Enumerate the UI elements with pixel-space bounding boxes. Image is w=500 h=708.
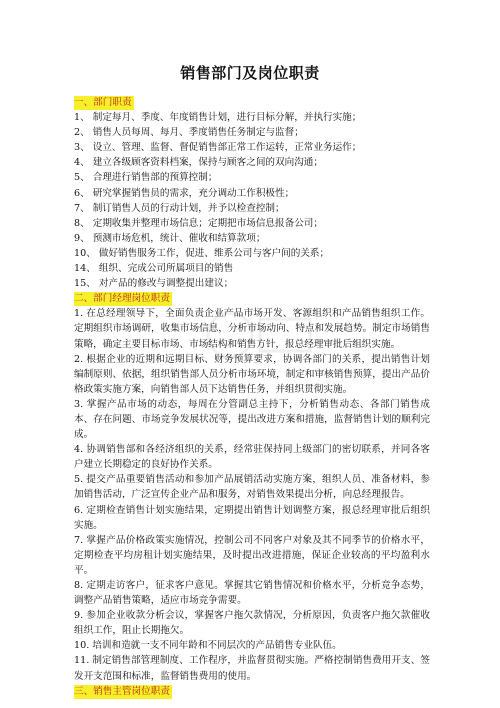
section-heading-supervisor-duties [74,684,430,699]
duty-paragraph: 9. 参加企业收款分析会议，掌握客户拖欠款情况，分析原因，负责客户拖欠款催收组织工作，阻止长期拖欠。 [74,610,430,637]
section-heading-dept-duties [74,95,430,110]
duty-paragraph: 3. 掌握产品市场的动态，每周在分管副总主持下，分析销售动态、各部门销售成本、存在问题、市场竞争发展状况等，提出改进方案和措施，监督销售计划的顺利完成。 [74,398,430,441]
duty-paragraph: 10. 培训和造就一支不同年龄和不同层次的产品销售专业队伍。 [74,640,342,652]
duty-paragraph: 5. 提交产品重要销售活动和参加产品展销活动实施方案，组织人员、准备材料，参加销售活动，广泛宣传企业产品和服务，对销售效果提出分析，向总经理报告。 [74,474,430,501]
duty-paragraph: 2. 根据企业的近期和远期目标、财务预算要求，协调各部门的关系，提出销售计划编制原则、依据，组织销售部人员分析市场环境，制定和审核销售预算，提出产品价格政策实施方案，向销售部人员下达销售任务，并组织贯彻实施。 [74,353,430,395]
list-item: 5、 合理进行销售部的预算控制； [74,172,218,184]
list-item: 8、 定期收集并整理市场信息；定期把市场信息报备公司； [74,217,323,229]
duty-paragraph: 1. 在总经理领导下，全面负责企业产品市场开发、客源组织和产品销售组织工作。定期组织市场调研，收集市场信息，分析市场动向、特点和发展趋势。制定市场销售策略，确定主要目标市场、市场结构和销售方针，报总经理审批后组织实施。 [74,308,430,350]
section-heading-label: 一、部门职责 [74,97,132,108]
manager-duties-list [74,306,430,683]
section-heading-manager-duties [74,291,430,306]
list-item: 1、 制定每月、季度、年度销售计划，进行目标分解，并执行实施； [74,112,362,124]
list-item: 14、 组织、完成公司所属项目的销售 [74,263,234,275]
list-item: 7、 制订销售人员的行动计划，并予以检查控制； [74,202,285,214]
duty-paragraph: 4. 协调销售部和各经济组织的关系，经常驻保持同上级部门的密切联系，并同各客户建立长期稳定的良好协作关系。 [74,444,430,471]
list-item: 4、 建立各级顾客资料档案，保持与顾客之间的双向沟通； [74,157,323,169]
list-item: 9、 预测市场危机，统计、催收和结算款项； [74,232,266,244]
list-item: 2、 销售人员每周、每月、季度销售任务制定与监督； [74,127,304,139]
list-item: 10、 做好销售服务工作，促进、维系公司与客户间的关系； [74,247,330,259]
duty-paragraph: 8. 定期走访客户，征求客户意见。掌握其它销售情况和价格水平，分析竞争态势，调整产品销售策略，适应市场竞争需要。 [74,580,430,607]
list-item: 3、 设立、管理、监督、督促销售部正常工作运转，正常业务运作； [74,142,362,154]
duty-paragraph: 7. 掌握产品价格政策实施情况，控制公司不同客户对象及其不同季节的价格水平，定期检查平均房租计划实施结果，及时提出改进措施，保证企业较高的平均盈利水平。 [74,534,430,576]
section-heading-label: 三、销售主管岗位职责 [74,685,170,697]
duty-paragraph: 11. 制定销售部管理制度、工作程序，并监督贯彻实施。严格控制销售费用开支、签发开支范围和标准，监督销售费用的使用。 [74,655,430,682]
duty-paragraph: 6. 定期检查销售计划实施结果，定期提出销售计划调整方案，报总经理审批后组织实施。 [74,504,430,531]
dept-duties-list [74,110,430,291]
document-body [74,95,430,699]
section-heading-label: 二、部门经理岗位职责 [74,293,170,305]
list-item: 15、 对产品的修改与调整提出建议； [74,278,234,290]
list-item: 6、 研究掌握销售员的需求，充分调动工作积极性； [74,187,295,199]
page-title: 销售部门及岗位职责 [180,64,320,82]
